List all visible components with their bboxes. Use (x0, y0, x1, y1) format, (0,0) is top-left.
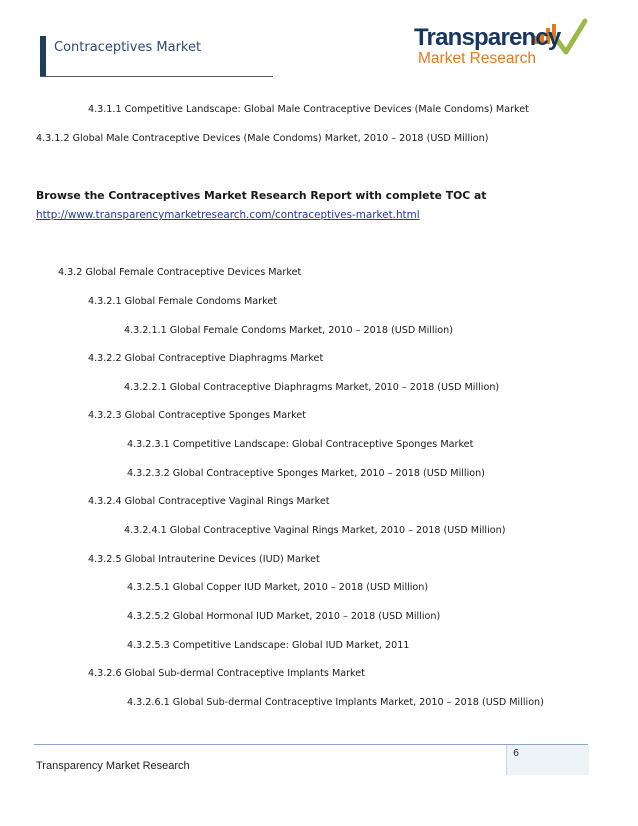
toc-entry: 4.3.2.3.2 Global Contraceptive Sponges Market, 2010 – 2018 (USD Million) (127, 468, 485, 479)
toc-entry: 4.3.2.1.1 Global Female Condoms Market, 2010 – 2018 (USD Million) (124, 325, 453, 336)
toc-entry: 4.3.2.5.1 Global Copper IUD Market, 2010 – 2018 (USD Million) (127, 582, 429, 593)
transparency-logo (414, 18, 590, 74)
footer-rule (34, 744, 588, 745)
page-header-title: Contraceptives Market (54, 40, 202, 55)
toc-entry: 4.3.2.6.1 Global Sub-dermal Contraceptive Implants Market, 2010 – 2018 (USD Million) (127, 697, 544, 708)
toc-entry: 4.3.2 Global Female Contraceptive Devices Market (58, 267, 302, 278)
logo-tagline: Market Research (418, 50, 537, 67)
toc-entry: 4.3.2.3.1 Competitive Landscape: Global Contraceptive Sponges Market (127, 439, 474, 450)
browse-report-heading: Browse the Contraceptives Market Research Report with complete TOC at (36, 189, 487, 202)
toc-entry: 4.3.1.2 Global Male Contraceptive Devices (Male Condoms) Market, 2010 – 2018 (USD Million) (36, 133, 489, 144)
toc-entry: 4.3.2.5.3 Competitive Landscape: Global IUD Market, 2011 (127, 640, 410, 651)
report-link[interactable]: http://www.transparencymarketresearch.com/contraceptives-market.html (36, 209, 420, 221)
toc-entry: 4.3.2.3 Global Contraceptive Sponges Market (88, 410, 306, 421)
toc-entry: 4.3.2.6 Global Sub-dermal Contraceptive Implants Market (88, 668, 365, 679)
page-number-box (506, 745, 589, 775)
toc-entry: 4.3.1.1 Competitive Landscape: Global Male Contraceptive Devices (Male Condoms) Market (88, 104, 529, 115)
toc-entry: 4.3.2.2.1 Global Contraceptive Diaphragms Market, 2010 – 2018 (USD Million) (124, 382, 500, 393)
page-number: 6 (513, 748, 520, 759)
toc-entry: 4.3.2.5 Global Intrauterine Devices (IUD) Market (88, 554, 320, 565)
toc-entry: 4.3.2.1 Global Female Condoms Market (88, 296, 277, 307)
header-rule (40, 76, 273, 77)
footer-publisher: Transparency Market Research (36, 760, 190, 772)
header-accent-bar (40, 36, 46, 76)
logo-wordmark: Transparency (414, 24, 561, 51)
toc-entry: 4.3.2.4 Global Contraceptive Vaginal Rings Market (88, 496, 330, 507)
toc-entry: 4.3.2.2 Global Contraceptive Diaphragms Market (88, 353, 324, 364)
toc-entry: 4.3.2.4.1 Global Contraceptive Vaginal Rings Market, 2010 – 2018 (USD Million) (124, 525, 506, 536)
toc-entry: 4.3.2.5.2 Global Hormonal IUD Market, 2010 – 2018 (USD Million) (127, 611, 441, 622)
